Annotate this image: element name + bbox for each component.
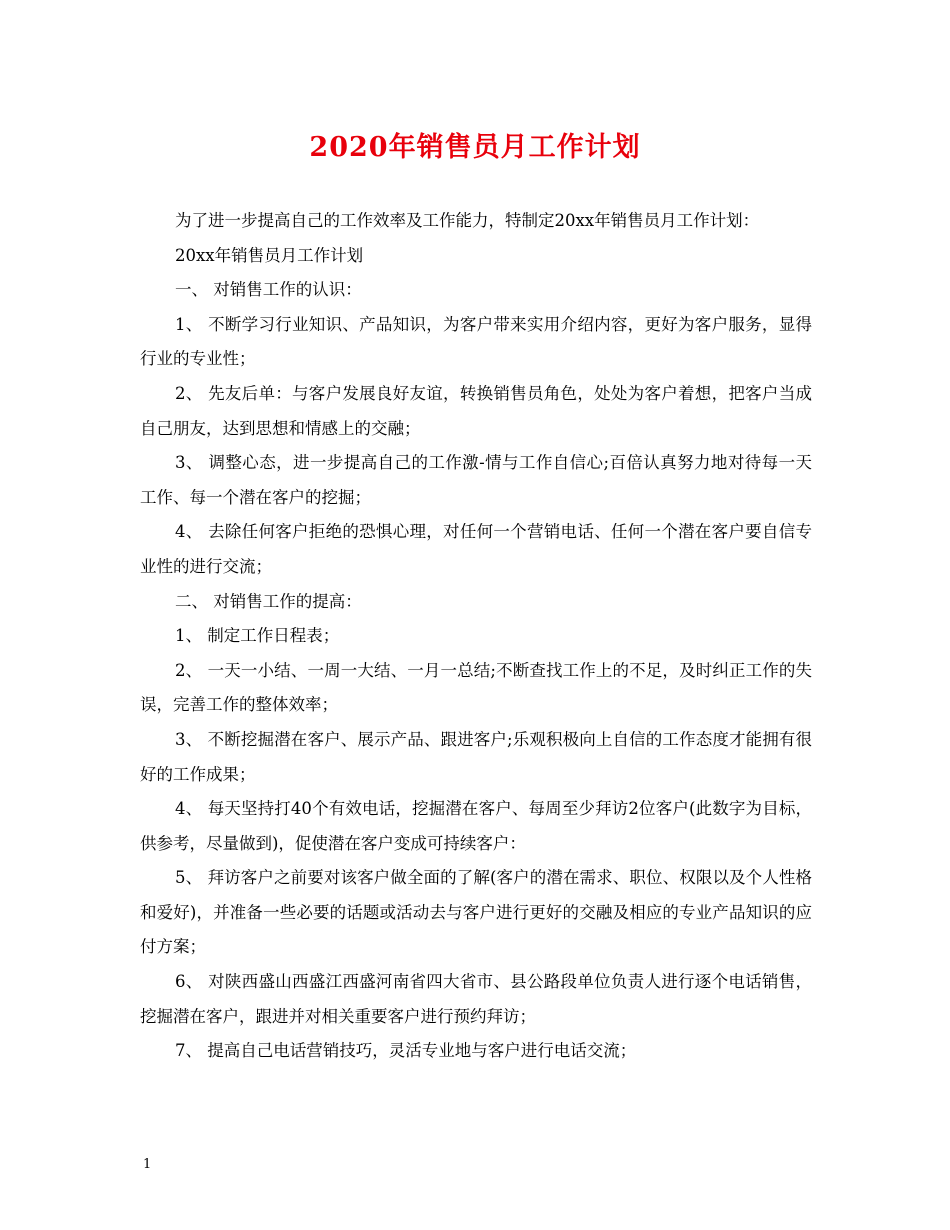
page-title: 2020年销售员月工作计划 — [309, 132, 641, 163]
list-item: 1、 制定工作日程表； — [175, 626, 340, 646]
list-item: 3、 不断挖掘潜在客户、展示产品、跟进客户;乐观积极向上自信的工作态度才能拥有很好的工作成果； — [140, 729, 812, 784]
list-item: 5、 拜访客户之前要对该客户做全面的了解(客户的潜在需求、职位、权限以及个人性格和爱好)，并准备一些必要的话题或活动去与客户进行更好的交融及相应的专业产品知识的应付方案； — [140, 868, 812, 957]
page-number: 1 — [143, 1157, 152, 1172]
list-item: 6、 对陕西盛山西盛江西盛河南省四大省市、县公路段单位负责人进行逐个电话销售，挖掘潜在客户，跟进并对相关重要客户进行预约拜访； — [140, 972, 812, 1026]
list-item: 4、 每天坚持打40个有效电话，挖掘潜在客户、每周至少拜访2位客户(此数字为目标，供参考，尽量做到)，促使潜在客户变成可持续客户： — [140, 799, 812, 853]
list-item: 1、 不断学习行业知识、产品知识，为客户带来实用介绍内容，更好为客户服务，显得行业的专业性； — [140, 314, 812, 369]
section-heading-2: 二、 对销售工作的提高： — [175, 591, 362, 611]
list-item: 7、 提高自己电话营销技巧，灵活专业地与客户进行电话交流； — [175, 1041, 637, 1061]
list-item: 3、 调整心态，进一步提高自己的工作激-情与工作自信心;百倍认真努力地对待每一天工作、每一个潜在客户的挖掘； — [140, 453, 812, 507]
paragraph-subtitle: 20xx年销售员月工作计划 — [175, 245, 364, 265]
section-heading-1: 一、 对销售工作的认识： — [175, 280, 362, 300]
document-body — [140, 204, 812, 1069]
paragraph-intro: 为了进一步提高自己的工作效率及工作能力，特制定20xx年销售员月工作计划： — [175, 211, 760, 230]
list-item: 2、 一天一小结、一周一大结、一月一总结;不断查找工作上的不足，及时纠正工作的失误，完善工作的整体效率； — [140, 660, 812, 715]
list-item: 2、 先友后单：与客户发展良好友谊，转换销售员角色，处处为客户着想，把客户当成自己朋友，达到思想和情感上的交融； — [140, 383, 812, 438]
list-item: 4、 去除任何客户拒绝的恐惧心理，对任何一个营销电话、任何一个潜在客户要自信专业性的进行交流； — [140, 522, 812, 576]
